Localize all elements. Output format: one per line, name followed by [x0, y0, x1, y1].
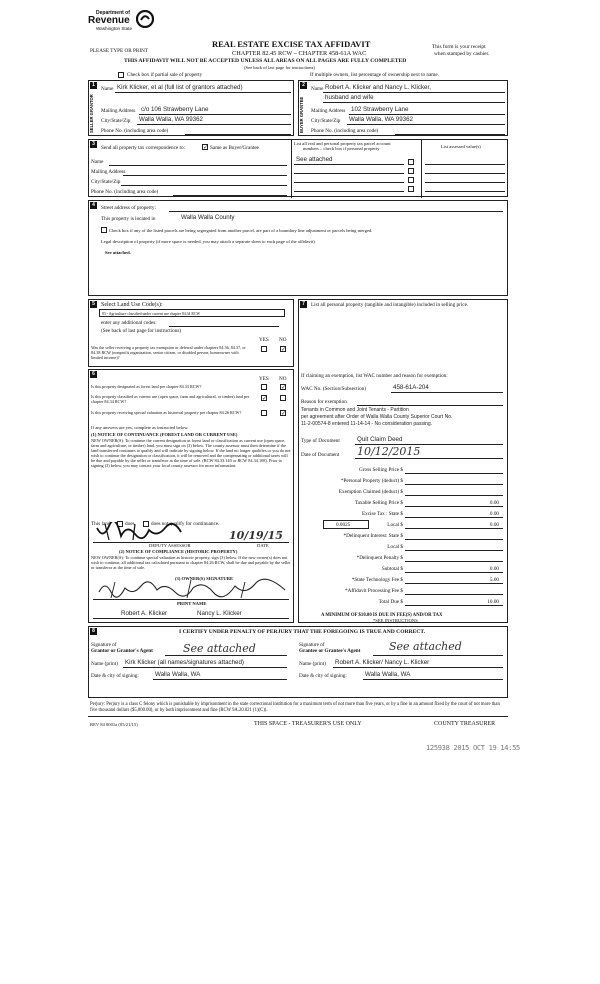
reason-line-3: 11-2-00574-8 entered 11-14-14 - No consideration passing.	[301, 421, 433, 427]
grantor-date: Walla Walla, WA	[155, 671, 201, 678]
seller-name: Kirk Klicker, et al (full list of grantors attached)	[117, 84, 243, 91]
tax-row-local	[299, 520, 509, 531]
exemption-label: If claiming an exemption, list WAC number and reason for exemption:	[301, 373, 448, 379]
corr-city-label: City/State/Zip	[91, 179, 121, 185]
q5-yes-checkbox[interactable]	[261, 346, 267, 352]
dept-line2: Revenue	[88, 15, 130, 26]
corr-phone-label: Phone No. (including area code)	[91, 189, 159, 195]
buyer-name-label: Name	[311, 86, 324, 92]
seller-name-label: Name	[101, 86, 114, 92]
tax-row-total	[299, 597, 509, 608]
partial-sale-label: Check box if partial sale of property	[127, 72, 203, 78]
tax-row-value: 0.00	[489, 566, 499, 572]
section-6-number: 6	[90, 371, 97, 378]
buyer-mailing-label: Mailing Address	[311, 108, 346, 114]
additional-codes-label: enter any additional codes:	[101, 320, 157, 326]
q6-current-use-question: Is this property classified as current use (open space, farm and agricultural, or timber) land per chapter 84.34 RCW?	[91, 394, 250, 404]
parcel-header-2: numbers – check box if personal property	[303, 146, 380, 151]
partial-sale-checkbox[interactable]	[118, 72, 124, 78]
section-3-number: 3	[90, 141, 97, 148]
tax-row-state	[299, 509, 509, 520]
q6-no-header: NO	[279, 376, 287, 382]
tax-row-value: 5.00	[489, 577, 499, 583]
parcel-value: See attached	[296, 156, 333, 163]
parcel-header-1: List all real and personal property tax parcel account	[294, 141, 391, 146]
doc-type-label: Type of Document	[301, 438, 340, 444]
q6-current-use-yes[interactable]: ✓	[262, 395, 268, 402]
grantor-date-label: Date & city of signing:	[91, 673, 139, 679]
q6-historic-no[interactable]: ✓	[281, 410, 287, 417]
buyer-name-2: husband and wife	[325, 94, 374, 101]
tax-row-value: 0.00	[489, 522, 499, 528]
q6-forest-question: Is this property designated as forest land per chapter 84.33 RCW?	[91, 384, 202, 389]
tax-row-subtotal	[299, 564, 509, 575]
seller-city: Walla Walla, WA 99362	[139, 116, 203, 123]
correspondence-label: Send all property tax correspondence to:	[101, 145, 185, 151]
grantee-sig-label-2: Grantee or Grantee's Agent	[299, 648, 361, 654]
q6-explain: If any answers are yes, complete as instructed below.	[91, 425, 189, 430]
notice1-body: NEW OWNER(S): To continue the current designation as forest land or classification as current use (open space, farm and agriculture, or timber) land, you must sign on (3) below. The county assessor must then determine if the land transferred continues to qualify and will indicate by signing below. If the land no longer qualifies or you do not wish to continue the designation or classification, it will be removed and the compensating or additional taxes will be due and payable by the seller or transferor at the time of sale. (RCW 84.33.140 or RCW 84.34.108). Prior to signing (3) below, you may contact your local county assessor for more information.	[91, 438, 291, 469]
section-8-number: 8	[90, 628, 97, 635]
tax-row-gross	[299, 465, 509, 476]
treasurer-space: THIS SPACE - TREASURER'S USE ONLY	[254, 721, 362, 727]
located-label: This property is located in	[101, 216, 156, 222]
reason-label: Reason for exemption	[301, 399, 347, 405]
same-as-buyer-checkbox[interactable]: ✓	[203, 144, 209, 151]
segregated-checkbox[interactable]	[101, 227, 107, 233]
form-revision: REV 84 0001a (05/21/15)	[90, 722, 138, 727]
grantor-name-label: Name (print)	[91, 661, 118, 667]
grantor-sig-label-2: Grantor or Grantor's Agent	[91, 648, 153, 654]
tax-row-label: *Delinquent Penalty $	[356, 555, 403, 561]
tax-row-personal	[299, 476, 509, 487]
doc-date-label: Date of Document	[301, 452, 340, 458]
tax-row-exemption	[299, 487, 509, 498]
parcel-pp-checkbox-1[interactable]	[408, 159, 414, 165]
buyer-mailing: 102 Strawberry Lane	[351, 106, 409, 113]
land-use-label: Select Land Use Code(s):	[101, 302, 163, 308]
legal-description-label: Legal description of property (if more space is needed, you may attach a separate sheet to each page of the affidavit)	[101, 239, 315, 244]
legal-see-attached: See attached.	[105, 250, 131, 255]
form-chapter: CHAPTER 82.45 RCW – CHAPTER 458-61A WAC	[232, 50, 367, 57]
corr-name-label: Name	[91, 159, 104, 165]
tax-row-processing-fee	[299, 586, 509, 597]
form-title: REAL ESTATE EXCISE TAX AFFIDAVIT	[212, 39, 371, 49]
section-7-tax	[298, 299, 508, 623]
land-does-label: This land	[91, 521, 111, 527]
section-7-number: 7	[300, 301, 307, 308]
doc-date-value: 10/12/2015	[357, 445, 421, 458]
county-value: Walla Walla County	[181, 214, 235, 221]
land-use-code-select[interactable]	[99, 309, 285, 317]
treasurer-stamp: 125938 2015 OCT 19 14:55	[426, 744, 520, 752]
date-label: DATE	[257, 543, 269, 548]
print-name-label: PRINT NAME	[177, 601, 207, 606]
personal-property-label: List all personal property (tangible and intangible) included in selling price.	[311, 302, 469, 308]
tax-computation-table	[299, 465, 509, 615]
buyer-city: Walla Walla, WA 99362	[349, 116, 413, 123]
minimum-fee-note: A MINIMUM OF $10.00 IS DUE IN FEE(S) AND/OR TAX	[321, 613, 443, 618]
tax-row-label: Exemption Claimed (deduct) $	[338, 489, 403, 495]
tax-row-taxable	[299, 498, 509, 509]
parcel-pp-checkbox-2[interactable]	[408, 168, 414, 174]
section-1-number: 1	[90, 82, 97, 89]
seller-city-label: City/State/Zip	[101, 118, 131, 124]
same-as-buyer-label: Same as Buyer/Grantee	[210, 145, 259, 151]
tax-row-label: *Affidavit Processing Fee $	[345, 588, 403, 594]
section-4-property	[88, 200, 508, 296]
land-use-code-value: 83 - Agriculture classified under current use chapter 84.34 RCW	[102, 312, 201, 316]
tax-row-value: 0.00	[489, 500, 499, 506]
form-warning: THIS AFFIDAVIT WILL NOT BE ACCEPTED UNLESS ALL AREAS ON ALL PAGES ARE FULLY COMPLETED	[124, 58, 407, 64]
please-type: PLEASE TYPE OR PRINT	[90, 48, 148, 54]
segregated-label: Check box if any of the listed parcels are being segregated from another parcel, are part of a boundary line adjustment or parcels being merged.	[109, 228, 373, 233]
owner-signature-label: (3) OWNER(S) SIGNATURE	[175, 576, 234, 581]
buyer-city-label: City/State/Zip	[311, 118, 341, 124]
grantee-date-label: Date & city of signing:	[299, 673, 347, 679]
section-2-number: 2	[300, 82, 307, 89]
local-rate-box	[323, 520, 369, 529]
tax-row-penalty	[299, 553, 509, 564]
seller-mailing: c/o 106 Strawberry Lane	[141, 106, 209, 113]
q5-exemption-question: Was the seller receiving a property tax exemption or deferral under chapters 84.36, 84.37, or 84.38 RCW (nonprofit organization, senior citizen, or disabled person, homeowner with limited income)?	[91, 345, 246, 360]
seller-side-label: SELLER GRANTOR	[89, 94, 94, 133]
tax-row-value: 0.00	[489, 511, 499, 517]
tax-row-label: Gross Selling Price $	[359, 467, 403, 473]
doc-type-value: Quit Claim Deed	[357, 436, 403, 443]
assessed-header: List assessed value(s)	[441, 144, 481, 149]
county-treasurer: COUNTY TREASURER	[434, 721, 496, 727]
form-see-back: (See back of last page for instructions)	[244, 65, 315, 70]
grantee-name: Robert A. Klicker/ Nancy L. Klicker	[335, 659, 430, 666]
tax-row-label: Local $	[387, 522, 403, 528]
dept-line3: Washington State	[96, 26, 133, 31]
dor-logo	[88, 10, 160, 44]
perjury-notice: Perjury: Perjury is a class C felony which is punishable by imprisonment in the state correctional institution for a maximum term of not more than five years, or by a fine in an amount fixed by the court of not more than five thousand dollars ($5,000.00), or by both imprisonment and fine (RCW 9A.20.021 (1)(C)).	[90, 702, 500, 714]
grantee-date: Walla Walla, WA	[365, 671, 411, 678]
section-2-buyer	[298, 80, 508, 136]
assessor-signature	[95, 522, 185, 542]
parcel-pp-checkbox-4[interactable]	[408, 186, 414, 192]
tax-row-label: Excise Tax : State $	[361, 511, 403, 517]
parcel-pp-checkbox-3[interactable]	[408, 177, 414, 183]
wac-label: WAC No. (Section/Subsection)	[301, 386, 366, 392]
q6-yes-header: YES	[259, 376, 269, 382]
q5-no-checkbox[interactable]: ✓	[281, 346, 287, 353]
q5-no-header: NO	[279, 337, 287, 343]
grantee-name-label: Name (print)	[299, 661, 326, 667]
receipt-line2: when stamped by cashier.	[434, 51, 490, 57]
tax-row-value: 10.00	[487, 599, 499, 605]
deputy-assessor-label: DEPUTY ASSESSOR	[149, 543, 191, 548]
seller-mailing-label: Mailing Address	[101, 108, 136, 114]
seller-phone-label: Phone No. (including area code)	[101, 128, 169, 134]
reason-line-2: per agreement after Order of Walla Walla County Superior Court No.	[301, 414, 453, 420]
tax-row-delinq-state	[299, 531, 509, 542]
reason-line-1: Tenants in Common and Joint Tenants - Partition	[301, 407, 409, 413]
grantor-sig-label-1: Signature of	[91, 642, 117, 648]
grantor-name: Kirk Klicker (all names/signatures attached)	[125, 659, 244, 666]
see-instructions-note: *SEE INSTRUCTIONS	[373, 618, 418, 623]
does-label: does	[125, 521, 135, 527]
q5-yes-header: YES	[259, 337, 269, 343]
dept-line1: Department of	[96, 10, 130, 16]
tax-row-label: *Personal Property (deduct) $	[340, 478, 403, 484]
land-use-see-back: (See back of last page for instructions)	[101, 328, 182, 334]
printed-name-1: Robert A. Klicker	[121, 610, 168, 617]
notice1-title: (1) NOTICE OF CONTINUANCE (FOREST LAND OR CURRENT USE)	[91, 432, 238, 437]
tax-row-label: Subtotal $	[381, 566, 403, 572]
buyer-name-1: Robert A. Klicker and Nancy L. Klicker,	[325, 84, 431, 91]
q6-historic-question: Is this property receiving special valuation as historical property per chapter 84.26 RCW?	[91, 410, 242, 415]
wac-value: 458-61A-204	[393, 384, 429, 391]
section-5-land-use	[88, 299, 294, 367]
section-3-correspondence	[88, 139, 508, 197]
local-rate-value: 0.0025	[336, 522, 351, 528]
section-4-number: 4	[90, 202, 97, 209]
tax-row-label: Local $	[387, 544, 403, 550]
grantee-sig-label-1: Signature of	[299, 642, 325, 648]
corr-mailing-label: Mailing Address	[91, 169, 126, 175]
grantor-signature: See attached	[183, 642, 256, 655]
q6-forest-yes[interactable]	[261, 384, 267, 390]
assessor-date: 10/19/15	[229, 529, 283, 542]
printed-name-2: Nancy L. Klicker	[197, 610, 242, 617]
dor-swirl-icon	[136, 10, 154, 28]
multiple-owners-note: If multiple owners, list percentage of ownership next to name.	[310, 72, 439, 78]
q6-historic-yes[interactable]	[261, 410, 267, 416]
q6-forest-no[interactable]: ✓	[281, 384, 287, 391]
notice2-body: NEW OWNER(S): To continue special valuation as historic property, sign (3) below. If the new owner(s) does not wish to continue, all additional tax calculated pursuant to chapter 84.26 RCW, shall be due and payable by the seller or transferor at the time of sale.	[91, 555, 291, 571]
tax-row-delinq-local	[299, 542, 509, 553]
section-1-seller	[88, 80, 294, 136]
certify-statement: I CERTIFY UNDER PENALTY OF PERJURY THAT THE FOREGOING IS TRUE AND CORRECT.	[179, 629, 426, 635]
buyer-side-label: BUYER GRANTEE	[299, 96, 304, 133]
q6-current-use-no[interactable]	[280, 395, 286, 401]
section-6-designation	[88, 369, 294, 623]
tax-row-label: Taxable Selling Price $	[354, 500, 403, 506]
tax-row-label: Total Due $	[378, 599, 403, 605]
does-not-label: does not qualify for continuance.	[151, 521, 220, 527]
tax-row-label: *Delinquent Interest: State $	[343, 533, 403, 539]
notice2-title: (2) NOTICE OF COMPLIANCE (HISTORIC PROPERTY)	[119, 549, 238, 554]
buyer-phone-label: Phone No. (including area code)	[311, 128, 379, 134]
grantee-signature: See attached	[389, 640, 462, 653]
owner-signatures	[95, 578, 291, 600]
street-address-label: Street address of property:	[101, 205, 156, 211]
section-5-number: 5	[90, 301, 97, 308]
tax-row-tech-fee	[299, 575, 509, 586]
receipt-line1: This form is your receipt	[432, 44, 486, 50]
tax-row-label: *State Technology Fee $	[351, 577, 403, 583]
section-8-certification	[88, 626, 508, 698]
